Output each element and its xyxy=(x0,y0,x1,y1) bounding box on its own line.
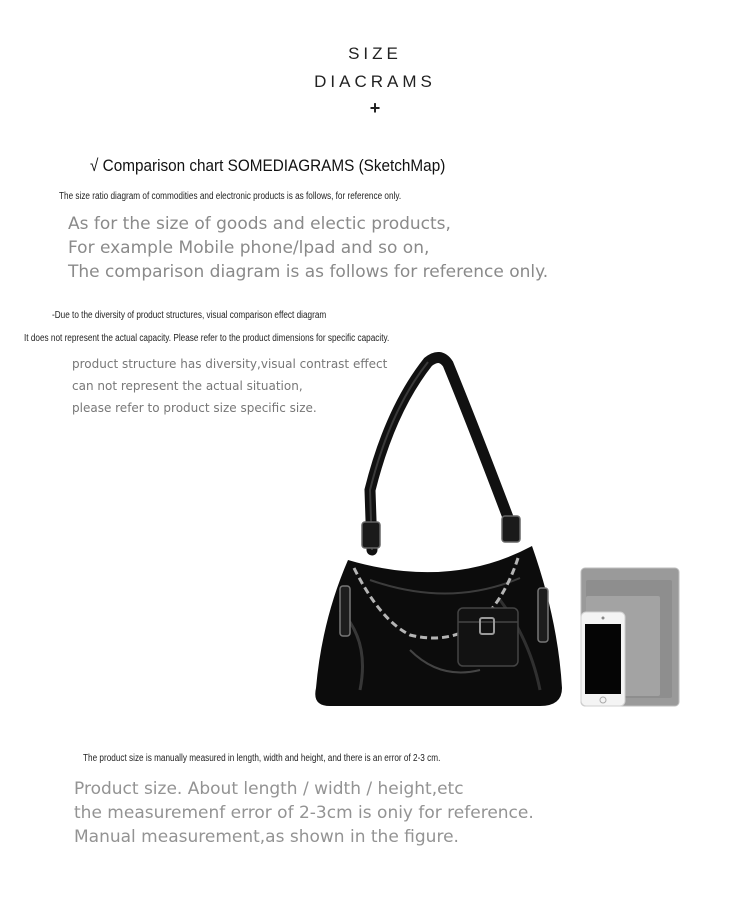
header-plus: + xyxy=(369,98,381,118)
comparison-title: √ Comparison chart SOMEDIAGRAMS (SketchMap) xyxy=(90,156,446,175)
strap-buckle-right xyxy=(502,516,520,542)
diversity-note-1: -Due to the diversity of product structures, visual comparison effect diagram xyxy=(52,310,327,321)
diversity-note-2: It does not represent the actual capacity. Please refer to the product dimensions for specific capacity. xyxy=(24,333,390,344)
comparison-subtitle: The size ratio diagram of commodities and electronic products is as follows, for reference only. xyxy=(59,191,402,202)
measurement-english-line: Product size. About length / width / height,etc xyxy=(74,779,464,799)
measurement-english xyxy=(74,777,534,849)
front-pouch xyxy=(458,608,518,666)
comparison-english-line: For example Mobile phone/lpad and so on, xyxy=(68,238,430,258)
comparison-english xyxy=(68,212,548,284)
strap-buckle-left xyxy=(362,522,380,548)
comparison-english-line: The comparison diagram is as follows for reference only. xyxy=(68,262,549,282)
diversity-english-line: can not represent the actual situation, xyxy=(72,379,303,393)
bag-strap xyxy=(370,357,512,550)
phone-screen xyxy=(585,624,621,694)
header-diagrams: DIACRAMS xyxy=(314,72,436,91)
side-buckle-right xyxy=(538,588,548,642)
header-size: SIZE xyxy=(348,44,402,63)
phone-camera-icon xyxy=(602,617,605,620)
comparison-english-line: As for the size of goods and electic products, xyxy=(68,214,451,234)
device-comparison-image xyxy=(578,566,682,708)
side-buckle-left xyxy=(340,586,350,636)
measurement-english-line: Manual measurement,as shown in the figure. xyxy=(74,827,459,847)
diversity-english-line: product structure has diversity,visual contrast effect xyxy=(72,357,388,371)
measurement-english-line: the measuremenf error of 2-3cm is oniy for reference. xyxy=(74,803,534,823)
handbag-image xyxy=(300,350,580,715)
measurement-note: The product size is manually measured in length, width and height, and there is an error of 2-3 cm. xyxy=(83,753,441,764)
diversity-english-line: please refer to product size specific size. xyxy=(72,401,317,415)
